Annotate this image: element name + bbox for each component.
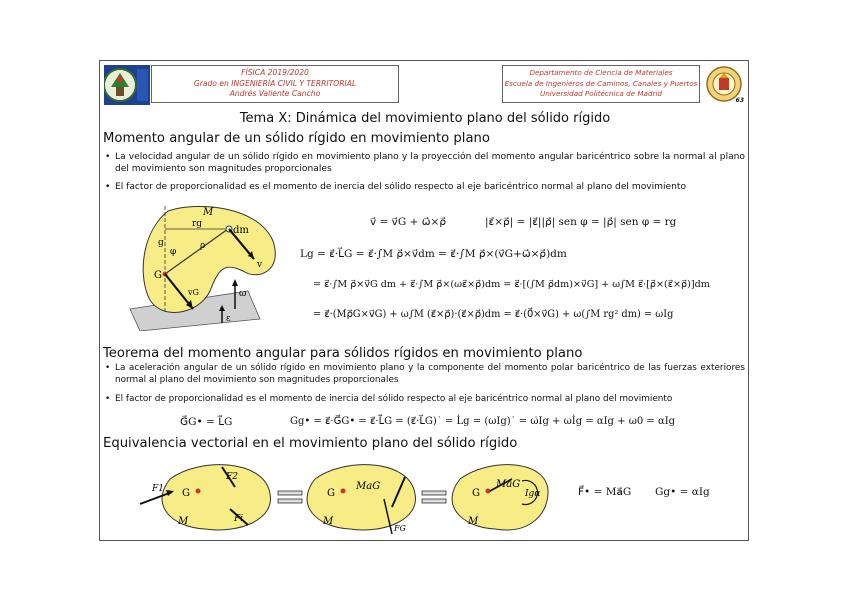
bullet-item: • El factor de proporcionalidad es el momento de inercia del sólido respecto al eje baricéntrico normal al plano del movimiento: [105, 182, 745, 194]
label-G: G: [327, 488, 335, 499]
department-info-box: [502, 65, 700, 103]
label-MaG: MaG: [356, 481, 381, 492]
label-Fi: Fi: [234, 514, 244, 524]
label-Ig-alpha: Igα: [525, 489, 541, 499]
page-number: 63: [735, 97, 744, 104]
course-name: FÍSICA 2019/2020: [241, 68, 309, 77]
university-name: Universidad Politécnica de Madrid: [539, 89, 663, 98]
section-heading-angular-momentum-theorem: Teorema del momento angular para sólidos rígidos en movimiento plano: [103, 346, 583, 361]
label-G: G: [182, 488, 190, 499]
label-omega: ω: [239, 289, 247, 299]
equivalence-sign: [422, 491, 446, 495]
bullet-item: • La aceleración angular de un sólido rígido en movimiento plano y la componente del momento polar baricéntrico de las fuerzas exteriores normal al plano del movimiento son magnitudes proporcionales: [105, 363, 745, 385]
label-G: G: [472, 488, 480, 499]
section-heading-vector-equivalence: Equivalencia vectorial en el movimiento plano del sólido rígido: [103, 436, 518, 451]
equation-cross-product: |ε⃗×ρ⃗| = |ε⃗||ρ⃗| sen φ = |ρ⃗| sen φ = rg: [485, 216, 677, 228]
author-name: Andrés Valiente Cancho: [229, 89, 321, 98]
rigid-body-figure: [118, 201, 288, 331]
equivalence-sign: [278, 491, 302, 495]
equation-velocity: v⃗ = v⃗G + ω⃗×ρ⃗: [370, 216, 447, 228]
label-M: M: [323, 516, 334, 527]
equivalence-figure: [130, 459, 550, 537]
label-rg: rg: [192, 219, 203, 229]
equation-angular-momentum-2: = ε⃗·∫M ρ⃗×v⃗G dm + ε⃗·∫M ρ⃗×(ωε⃗×ρ⃗)dm = ε⃗·[(∫M ρ⃗dm)×v⃗G] + ω∫M ε⃗·[ρ⃗×(ε⃗×ρ⃗)]dm: [313, 279, 710, 290]
bullet-text: La aceleración angular de un sólido rígido en movimiento plano y la componente del momento polar baricéntrico de las fuerzas exteriores normal al plano del movimiento son magnitudes proporcionales: [115, 363, 745, 385]
department-name: Departamento de Ciencia de Materiales: [529, 68, 673, 77]
degree-name: Grado en INGENIERÍA CIVIL Y TERRITORIAL: [193, 78, 357, 88]
bullet-item: • La velocidad angular de un sólido rígido en movimiento plano y la proyección del momento angular baricéntrico sobre la normal al plano del movimiento son magnitudes proporcionales: [105, 152, 745, 174]
label-M: M: [468, 516, 479, 527]
course-info-box: [151, 65, 399, 103]
label-MaG: MaG: [496, 479, 521, 490]
slide: [99, 60, 749, 541]
equation-angular-momentum-1: Lg = ε⃗·L⃗G = ε⃗·∫M ρ⃗×v⃗dm = ε⃗·∫M ρ⃗×(v⃗G+ω⃗×ρ⃗)dm: [300, 248, 567, 260]
equation-moment-equivalence: Gg• = αIg: [655, 486, 710, 498]
center-of-mass-point: [486, 489, 491, 494]
label-G: G: [154, 270, 162, 281]
label-eps: ε: [226, 314, 231, 324]
slide-header: [103, 64, 745, 106]
label-v: v: [257, 260, 263, 270]
school-name: Escuela de Ingenieros de Caminos, Canales y Puertos: [504, 78, 698, 88]
bullet-text: El factor de proporcionalidad es el momento de inercia del sólido respecto al eje baricéntrico normal al plano del movimiento: [115, 182, 687, 192]
label-rho: ρ: [200, 241, 206, 251]
bullet-text: El factor de proporcionalidad es el momento de inercia del sólido respecto al eje baricéntrico normal al plano del movimiento: [115, 394, 673, 404]
label-M: M: [178, 516, 189, 527]
equation-moment-right: Gg• = ε⃗·G⃗G• = ε⃗·L̇⃗G = (ε⃗·L⃗G)˙ = L̇g = (ωIg)˙ = ω̇Ig + ωİg = αIg + ω0 = αIg: [290, 416, 676, 427]
label-dm: dm: [233, 225, 249, 236]
label-M: M: [203, 207, 214, 218]
label-F2: F2: [226, 472, 238, 482]
label-FG: FG: [394, 524, 406, 533]
equation-force-equivalence: F⃗• = Ma⃗G: [578, 486, 632, 498]
escuela-logo: [104, 65, 150, 105]
equation-moment-left: G⃗G• = L̇⃗G: [180, 416, 233, 428]
equation-angular-momentum-3: = ε⃗·(Mρ⃗G×v⃗G) + ω∫M (ε⃗×ρ⃗)·(ε⃗×ρ⃗)dm = ε⃗·(0⃗×v⃗G) + ω(∫M rg² dm) = ωIg: [313, 309, 674, 320]
center-of-mass-point: [341, 489, 346, 494]
label-phi: φ: [170, 247, 177, 257]
center-of-mass-point: [196, 489, 201, 494]
bullet-text: La velocidad angular de un sólido rígido en movimiento plano y la proyección del momento angular baricéntrico sobre la normal al plano del movimiento son magnitudes proporcionales: [115, 152, 745, 174]
slide-title: Tema X: Dinámica del movimiento plano del sólido rígido: [239, 111, 611, 126]
label-F1: F1: [152, 484, 164, 494]
label-g: g: [158, 238, 164, 248]
label-vG: vG: [188, 288, 199, 297]
bullet-item: • El factor de proporcionalidad es el momento de inercia del sólido respecto al eje baricéntrico normal al plano del movimiento: [105, 394, 745, 406]
section-heading-angular-momentum: Momento angular de un sólido rígido en movimiento plano: [103, 131, 490, 146]
